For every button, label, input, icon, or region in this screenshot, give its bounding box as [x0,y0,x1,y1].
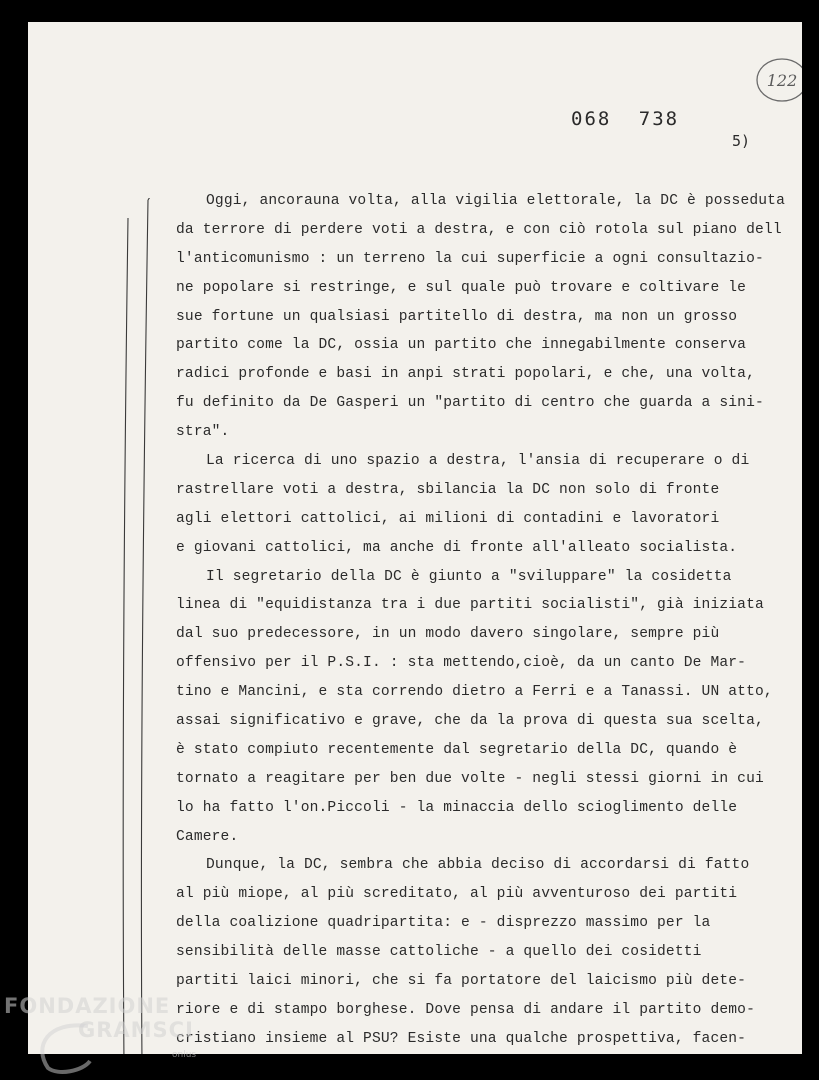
page-number: 5) [732,132,751,150]
typed-text-body [176,187,802,1054]
text-line: lo ha fatto l'on.Piccoli - la minaccia dello scioglimento delle [176,799,738,816]
text-line: Il segretario della DC è giunto a "sviluppare" la cosidetta [206,568,732,585]
text-line: rastrellare voti a destra, sbilancia la DC non solo di fronte [176,481,720,498]
folio-number: 122 [766,71,798,90]
text-line: offensivo per il P.S.I. : sta mettendo,cioè, da un canto De Mar- [176,655,747,672]
text-line: è stato compiuto recentemente dal segretario della DC, quando è [176,741,738,758]
text-line: assai significativo e grave, che da la prova di questa sua scelta, [176,713,764,730]
text-line: Dunque, la DC, sembra che abbia deciso di accordarsi di fatto [206,857,750,874]
text-line: tino e Mancini, e sta correndo dietro a Ferri e a Tanassi. UN atto, [176,684,773,701]
text-line: fu definito da De Gasperi un "partito di centro che guarda a sini- [176,395,764,412]
text-line: stra". [176,424,230,441]
watermark-line-1: FONDAZIONE [4,994,171,1018]
text-line: Camere. [176,828,239,845]
document-page [28,22,802,1054]
text-line: radici profonde e basi in anpi strati popolari, e che, una volta, [176,366,755,383]
text-line: ne popolare si restringe, e sul quale può trovare e coltivare le [176,279,747,296]
text-line: partito come la DC, ossia un partito che innegabilmente conserva [176,337,747,354]
text-line: cristiano insieme al PSU? Esiste una qualche prospettiva, facen- [176,1030,747,1047]
watermark-line-2: GRAMSCI [78,1018,194,1042]
text-line: al più miope, al più screditato, al più avventuroso dei partiti [176,886,738,903]
text-line: sue fortune un qualsiasi partitello di destra, ma non un grosso [176,308,738,325]
text-line: l'anticomunismo : un terreno la cui superficie a ogni consultazio- [176,250,764,267]
text-line: sensibilità delle masse cattoliche - a quello dei cosidetti [176,944,702,961]
text-line: linea di "equidistanza tra i due partiti socialisti", già iniziata [176,597,764,614]
text-line: della coalizione quadripartita: e - disprezzo massimo per la [176,915,711,932]
text-line: agli elettori cattolici, ai milioni di contadini e lavoratori [176,510,720,527]
text-line: dal suo predecessore, in un modo davero singolare, sempre più [176,626,720,643]
archive-number: 068 738 [571,108,680,130]
text-line: riore e di stampo borghese. Dove pensa di andare il partito demo- [176,1001,755,1018]
text-line: partiti laici minori, che si fa portatore del laicismo più dete- [176,973,747,990]
text-line: tornato a reagitare per ben due volte - negli stessi giorni in cui [176,770,764,787]
text-line: e giovani cattolici, ma anche di fronte all'alleato socialista. [176,539,738,556]
text-line: La ricerca di uno spazio a destra, l'ansia di recuperare o di [206,453,750,470]
text-line: Oggi, ancorauna volta, alla vigilia elettorale, la DC è posseduta [206,193,785,209]
text-line: da terrore di perdere voti a destra, e con ciò rotola sul piano dell [176,221,782,238]
margin-marks [114,198,154,1054]
watermark-line-3: onlus [172,1050,197,1060]
folio-stamp [755,56,802,104]
